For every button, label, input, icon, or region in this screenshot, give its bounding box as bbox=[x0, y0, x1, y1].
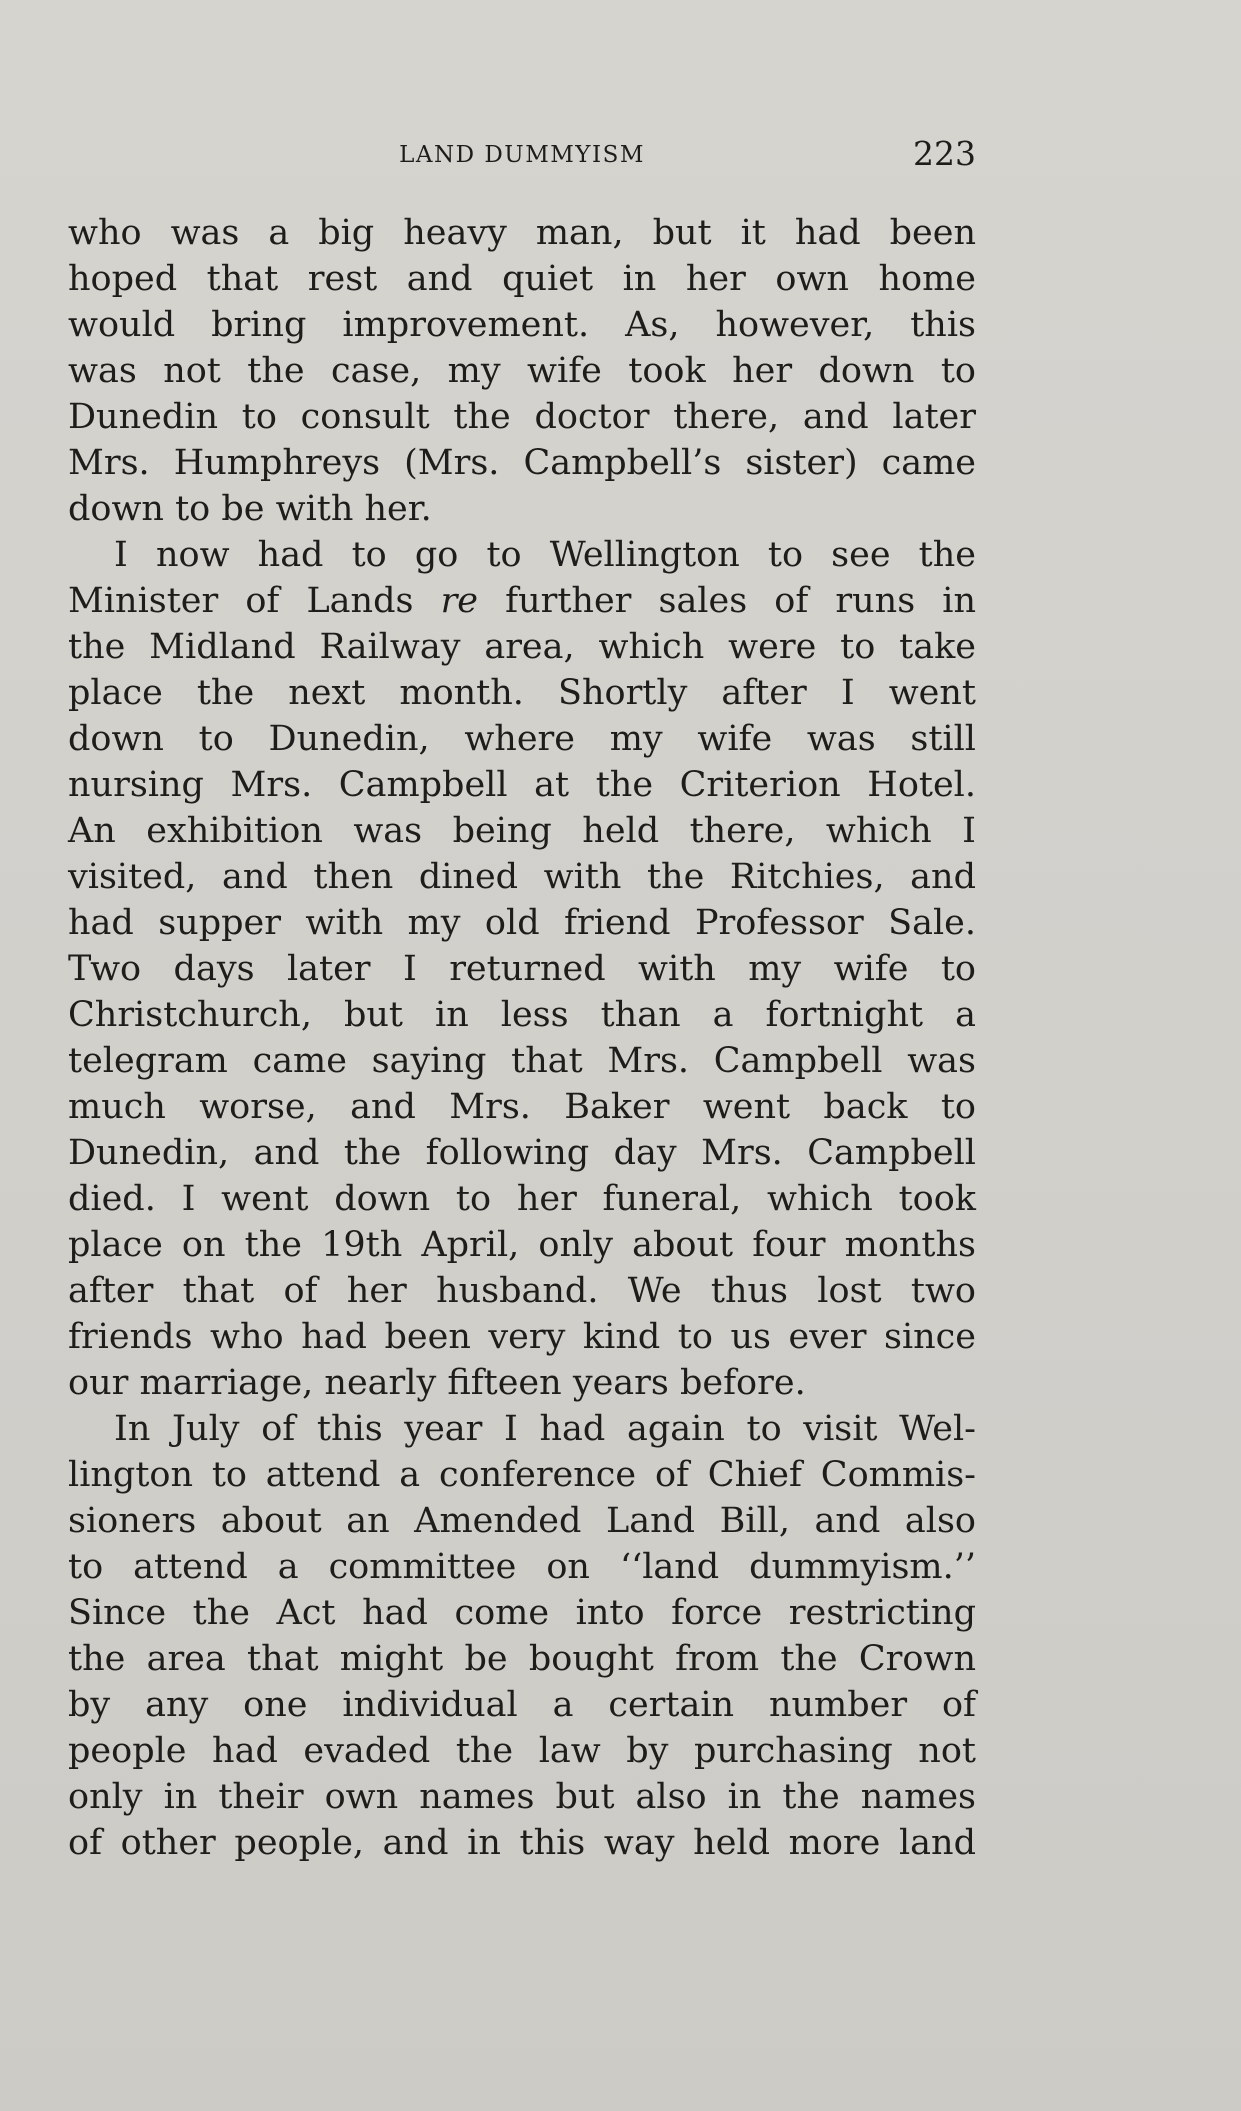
text-line: place on the 19th April, only about four months bbox=[68, 1225, 976, 1265]
text-span: Minister of Lands bbox=[68, 581, 414, 621]
page-number: 223 bbox=[913, 134, 976, 173]
text-line: visited, and then dined with the Ritchies, and bbox=[68, 857, 976, 897]
text-line: had supper with my old friend Professor Sale. bbox=[68, 903, 976, 943]
text-line: friends who had been very kind to us ever since bbox=[68, 1317, 976, 1357]
text-line: by any one individual a certain number of bbox=[68, 1685, 976, 1725]
text-line: would bring improvement. As, however, this bbox=[68, 305, 976, 345]
text-line: hoped that rest and quiet in her own home bbox=[68, 259, 976, 299]
text-span: In July of this year I had again to visit Wel- bbox=[114, 1409, 976, 1449]
running-head: LAND DUMMYISM bbox=[399, 142, 645, 168]
text-line: the Midland Railway area, which were to take bbox=[68, 627, 976, 667]
text-line: to attend a committee on ‘‘land dummyism.’’ bbox=[68, 1547, 976, 1587]
text-line: lington to attend a conference of Chief Commis- bbox=[68, 1455, 976, 1495]
text-line: was not the case, my wife took her down to bbox=[68, 351, 976, 391]
text-line: only in their own names but also in the names bbox=[68, 1777, 976, 1817]
text-line: down to be with her. bbox=[68, 489, 432, 529]
text-line: who was a big heavy man, but it had been bbox=[68, 213, 976, 253]
text-line bbox=[68, 532, 976, 578]
italic-term: re bbox=[440, 581, 479, 621]
text-line: telegram came saying that Mrs. Campbell was bbox=[68, 1041, 976, 1081]
text-line: people had evaded the law by purchasing not bbox=[68, 1731, 976, 1771]
body-text bbox=[68, 210, 976, 1866]
text-line: our marriage, nearly fifteen years before. bbox=[68, 1363, 806, 1403]
text-line: the area that might be bought from the Crown bbox=[68, 1639, 976, 1679]
text-line: An exhibition was being held there, which I bbox=[68, 811, 976, 851]
text-line: Mrs. Humphreys (Mrs. Campbell’s sister) came bbox=[68, 443, 976, 483]
text-line: Dunedin to consult the doctor there, and later bbox=[68, 397, 976, 437]
text-line: place the next month. Shortly after I went bbox=[68, 673, 976, 713]
text-line: Christchurch, but in less than a fortnight a bbox=[68, 995, 976, 1035]
text-line: Dunedin, and the following day Mrs. Campbell bbox=[68, 1133, 976, 1173]
text-line: died. I went down to her funeral, which took bbox=[68, 1179, 976, 1219]
text-line-with-italic bbox=[68, 578, 976, 624]
text-line: sioners about an Amended Land Bill, and also bbox=[68, 1501, 976, 1541]
text-line: of other people, and in this way held more land bbox=[68, 1823, 976, 1863]
text-line: nursing Mrs. Campbell at the Criterion Hotel. bbox=[68, 765, 976, 805]
text-line: much worse, and Mrs. Baker went back to bbox=[68, 1087, 976, 1127]
text-line bbox=[68, 1406, 976, 1452]
text-span: further sales of runs in bbox=[505, 581, 976, 621]
text-span: I now had to go to Wellington to see the bbox=[114, 535, 976, 575]
text-line: down to Dunedin, where my wife was still bbox=[68, 719, 976, 759]
text-line: Since the Act had come into force restricting bbox=[68, 1593, 976, 1633]
page-header bbox=[68, 134, 976, 178]
text-line: after that of her husband. We thus lost two bbox=[68, 1271, 976, 1311]
text-line: Two days later I returned with my wife to bbox=[68, 949, 976, 989]
